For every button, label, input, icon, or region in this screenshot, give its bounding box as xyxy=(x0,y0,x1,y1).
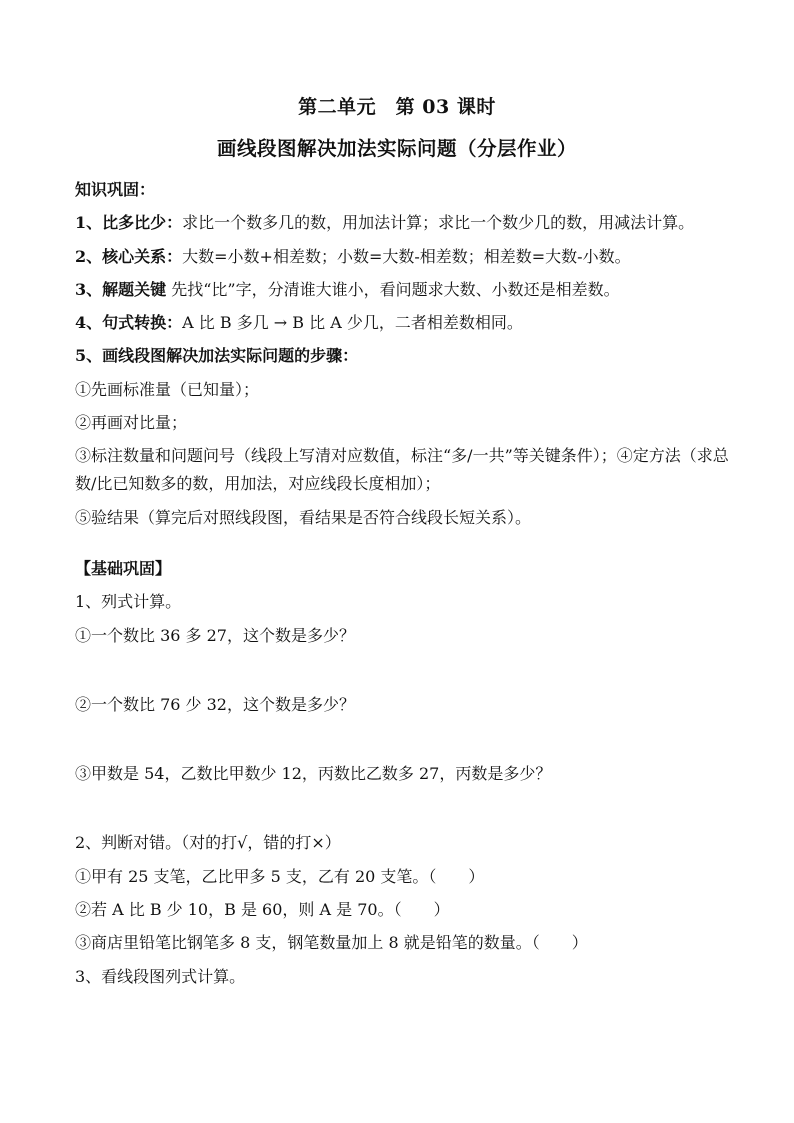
question-2-b: ②若 A 比 B 少 10，B 是 60，则 A 是 70。（ ） xyxy=(75,900,450,920)
question-3-title: 3、看线段图列式计算。 xyxy=(75,966,246,986)
knowledge-point-2 xyxy=(75,243,735,271)
answer-space xyxy=(75,793,735,829)
knowledge-point-1 xyxy=(75,209,735,237)
knowledge-heading: 知识巩固： xyxy=(75,180,156,199)
point-2-text: 大数=小数+相差数；小数=大数-相差数；相差数=大数-小数。 xyxy=(182,246,631,266)
question-1-a: ①一个数比 36 多 27，这个数是多少？ xyxy=(75,625,355,645)
question-2-title: 2、判断对错。（对的打√，错的打×） xyxy=(75,833,341,853)
knowledge-point-3 xyxy=(75,276,735,304)
point-1-text: 求比一个数多几的数，用加法计算；求比一个数少几的数，用减法计算。 xyxy=(182,213,695,233)
point-3-text: 先找“比”字，分清谁大谁小，看问题求大数、小数还是相差数。 xyxy=(166,279,620,299)
point-3-label: 3、解题关键 xyxy=(75,279,167,299)
lesson-title: 第二单元 第 03 课时 xyxy=(298,96,496,118)
knowledge-point-4 xyxy=(75,309,735,337)
question-2-a: ①甲有 25 支笔，乙比甲多 5 支，乙有 20 支笔。（ ） xyxy=(75,866,485,886)
point-4-text: A 比 B 多几 → B 比 A 少几，二者相差数相同。 xyxy=(182,313,523,333)
step-5: ⑤验结果（算完后对照线段图，看结果是否符合线段长短关系）。 xyxy=(75,507,532,527)
point-4-label: 4、句式转换： xyxy=(75,313,183,333)
step-2: ②再画对比量； xyxy=(75,413,188,433)
step-1: ①先画标准量（已知量）； xyxy=(75,379,260,399)
question-1-c: ③甲数是 54，乙数比甲数少 12，丙数比乙数多 27，丙数是多少？ xyxy=(75,764,552,784)
question-1-title: 1、列式计算。 xyxy=(75,592,182,612)
answer-space xyxy=(75,724,735,760)
answer-space xyxy=(75,655,735,691)
question-2-c: ③商店里铅笔比钢笔多 8 支，钢笔数量加上 8 就是铅笔的数量。（ ） xyxy=(75,933,588,953)
point-1-label: 1、比多比少： xyxy=(75,213,183,233)
spacer xyxy=(75,537,735,555)
worksheet-title: 画线段图解决加法实际问题（分层作业） xyxy=(216,137,577,160)
content-body xyxy=(75,176,735,996)
question-1-b: ②一个数比 76 少 32，这个数是多少？ xyxy=(75,694,355,714)
step-3-4: ③标注数量和问题问号（线段上写清对应数值，标注“多/一共”等关键条件）；④定方法（求总数/比已知数多的数，用加法，对应线段长度相加）； xyxy=(75,446,729,494)
knowledge-point-5: 5、画线段图解决加法实际问题的步骤： xyxy=(75,346,359,366)
point-2-label: 2、核心关系： xyxy=(75,246,183,266)
basic-heading: 【基础巩固】 xyxy=(75,558,172,578)
